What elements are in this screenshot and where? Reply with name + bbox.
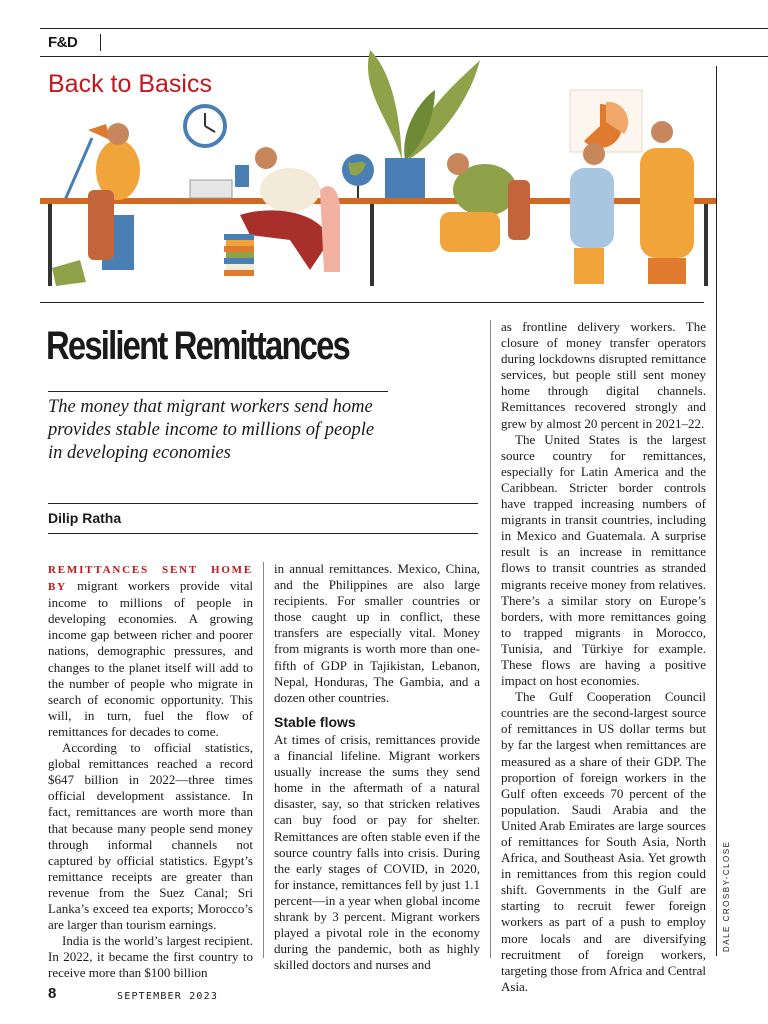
issue-date: SEPTEMBER 2023 <box>117 991 219 1002</box>
laptop-icon <box>190 180 232 198</box>
top-rule <box>40 28 768 29</box>
author-rule-top <box>48 503 478 504</box>
article-subtitle: The money that migrant workers send home provides stable income to millions of people in developing economies <box>48 397 375 463</box>
author-rule-bottom <box>48 533 478 534</box>
col3-paragraph-3: The Gulf Cooperation Council countries are the second-largest source of remittances in US dollar terms but by far the largest when remittances are measured as a share of their GDP. The proportion of foreign workers in the Gulf often exceeds 70 percent of the population. Saudi Arabia and the United Arab Emirates are large sources of remittances for South Asia, North Africa, and Southeast Asia. Yet growth in remittances from this region could shift. Governments in the Gulf are starting to recruit fewer foreign workers as part of a push to employ more locals and are diversifying recruitment of foreign workers, targeting those from Africa and Central Asia. <box>501 689 706 994</box>
lead-in: REMITTANCES SENT HOME BY <box>48 564 253 594</box>
col1-paragraph-3: India is the world’s largest recipient. In 2022, it became the first country to receive more than $100 billion <box>48 933 253 981</box>
col3-paragraph-2: The United States is the largest source country for remittances, especially for Latin America and the Caribbean. Stricter border controls have trapped increasing numbers of migrants in transit countries, including in Mexico and Guatemala. A surprise result is an increase in remittance flows to transit countries as stranded migrants receive money from relatives. There’s a similar story on Europe’s borders, with more remittances going to trapped migrants in Morocco, Tunisia, and Türkiye for example. These flows are having a positive impact on host economies. <box>501 431 706 689</box>
worker-figure-1 <box>88 123 140 270</box>
column-2 <box>274 561 480 973</box>
col2-paragraph-1: in annual remittances. Mexico, China, and the Philippines are also large recipients. For smaller countries or those caught up in conflict, these transfers are especially vital. Money from migrants is worth more than one-fifth of GDP in Tajikistan, Lebanon, Nepal, Honduras, The Gambia, and a dozen other countries. <box>274 561 480 705</box>
illustration-rule <box>40 302 704 303</box>
article-title: Resilient Remittances <box>46 324 350 368</box>
pie-chart-poster-icon <box>570 90 642 152</box>
subhead-stable-flows: Stable flows <box>274 713 356 730</box>
desk-top <box>40 198 716 204</box>
globe-icon <box>342 154 374 198</box>
worker-figure-5 <box>640 121 694 284</box>
books-icon <box>224 234 254 276</box>
page-number: 8 <box>48 985 57 1002</box>
clock-icon <box>185 106 225 146</box>
col3-paragraph-1: as frontline delivery workers. The closure of money transfer operators during lockdowns disrupted remittance services, but people still sent money home through digital channels. Remittances recovered strongly and grew by almost 20 percent in 2021–22. <box>501 319 706 431</box>
col1-paragraph-1: REMITTANCES SENT HOME BY migrant workers provide vital income to millions of people in developing economies. A growing income gap between richer and poorer nations, demographic pressures, and changes to the planet itself will add to the number of people who migrate in search of economic opportunity. This will, in turn, fuel the flow of remittances for decades to come. <box>48 564 253 739</box>
coat-icon <box>320 186 340 272</box>
col1-paragraph-2: According to official statistics, global remittances reached a record $647 billion in 2022—three times official development assistance. In fact, remittances are worth more than that because many people send money through informal channels not captured by official statistics. Egypt’s remittance receipts are greater than revenue from the Suez Canal; Sri Lanka’s exceed tea exports; Morocco’s are larger than tourism earnings. <box>48 740 253 933</box>
column-3 <box>501 319 706 995</box>
column-divider-1 <box>263 562 264 958</box>
backpack-icon <box>52 260 86 286</box>
col2-paragraph-2: At times of crisis, remittances provide a financial lifeline. Migrant workers usually increase the sums they send home in the aftermath of a natural disaster, say, so that stricken relatives can buy food or pay for shelter. Remittances are often stable even if the source country falls into crisis. During the early stages of COVID, in 2020, for instance, remittances fell by just 1.1 percent—in a year when global income shrank by 3 percent. Migrant workers played a pivotal role in the economy during the pandemic, both as highly skilled doctors and nurses and <box>274 731 480 973</box>
right-vertical-rule <box>716 66 717 956</box>
column-1 <box>48 561 253 981</box>
column-divider-2 <box>490 320 491 958</box>
worker-figure-4 <box>570 143 614 284</box>
magazine-logo: F&D <box>48 34 78 51</box>
title-rule <box>48 391 388 392</box>
section-title: Back to Basics <box>48 70 212 98</box>
article-author: Dilip Ratha <box>48 510 122 526</box>
illustration-credit: DALE CROSBY-CLOSE <box>722 840 731 952</box>
